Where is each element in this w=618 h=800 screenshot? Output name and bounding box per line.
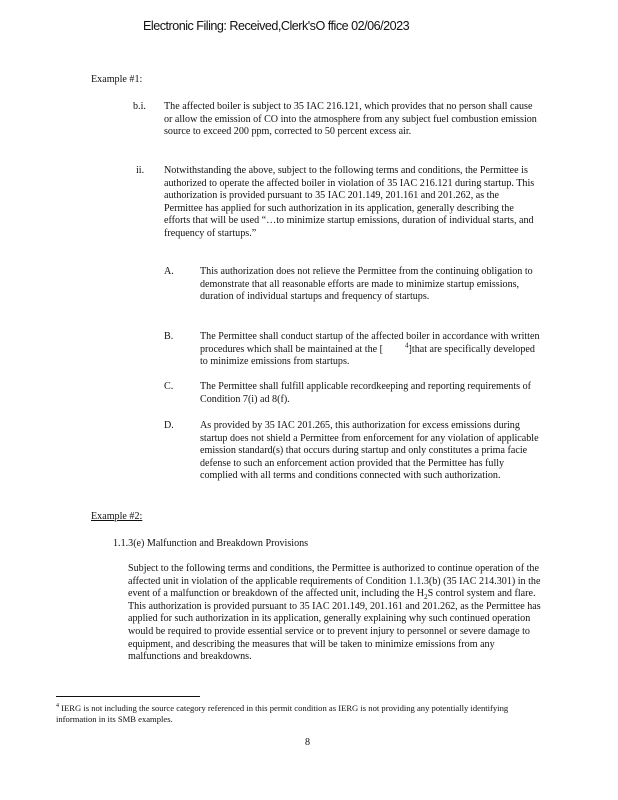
example-2-heading: Example #2: [91,511,143,522]
item-paragraph: The affected boiler is subject to 35 IAC 216.121, which provides that no person shall cause or allow the emission of CO into the atmosphere from any subject fuel combustion emission source to exceed 200 ppm, corrected to 50 percent excess air. [164,101,537,138]
item-marker: b.i. [133,101,146,112]
subitem-marker: D. [164,420,174,431]
example-2-paragraph: Subject to the following terms and conditions, the Permittee is authorized to continue operation of the affected unit in violation of the applicable requirements of Condition 1.1.3(b) (35 IAC 214.301) in the event of a malfunction or breakdown of the affected unit, including the $H_2S$ control system and flare. This authorization is provided pursuant to 35 IAC 201.149, 201.161 and 201.262, as the Permittee has applied for such authorization in its application, generally explaining why such continued operation would be required to provide essential service or to prevent injury to personnel or severe damage to equipment, and describing the measures that will be taken to minimize emissions from any malfunctions and breakdowns. [128,563,541,663]
item-marker: ii. [136,165,145,176]
subscript: 2 [424,593,428,602]
item-paragraph: Notwithstanding the above, subject to the following terms and conditions, the Permittee is authorized to operate the affected boiler in violation of 35 IAC 216.121 during startup. This authorization is provided pursuant to 35 IAC 201.149, 201.161 and 201.262, as the Permittee has applied for such authorization in its application, generally describing the efforts that will be used “…to minimize startup emissions, duration of individual starts, and frequency of startups.” [164,165,535,239]
filing-stamp: Electronic Filing: Received,Clerk'sO ffice 02/06/2023 [143,19,410,33]
page-number: 8 [305,737,311,748]
example-1-heading: Example #1: [91,74,143,85]
subitem-marker: B. [164,331,174,342]
subitem-paragraph: The Permittee shall conduct startup of the affected boiler in accordance with written procedures which shall be maintained at the [ $^4$]that are specifically developed to minimize emissions from startups. [200,331,540,368]
subitem-paragraph: This authorization does not relieve the Permittee from the continuing obligation to demonstrate that all reasonable efforts are made to minimize startup emissions, duration of individual startups and frequency of startups. [200,266,533,303]
footnote: $^4$ IERG is not including the source category referenced in this permit condition as IERG is not providing any potentially identifying information in its SMB examples. [56,703,509,724]
subitem-marker: A. [164,266,174,277]
subitem-paragraph: As provided by 35 IAC 201.265, this authorization for excess emissions during startup does not shield a Permittee from enforcement for any violation of applicable emission standard(s) that occurs during startup and only constitutes a prima facie defense to such an enforcement action provided that the Permittee has fully complied with all terms and conditions connected with such authorization. [200,420,539,482]
subitem-marker: C. [164,381,174,392]
footnote-divider [56,696,200,697]
footnote-ref: 4 [405,341,409,350]
footnote-number: 4 [56,703,59,710]
subitem-paragraph: The Permittee shall fulfill applicable recordkeeping and reporting requirements of Condition 7(i) ad 8(f). [200,381,532,405]
section-heading: 1.1.3(e) Malfunction and Breakdown Provisions [113,538,309,549]
